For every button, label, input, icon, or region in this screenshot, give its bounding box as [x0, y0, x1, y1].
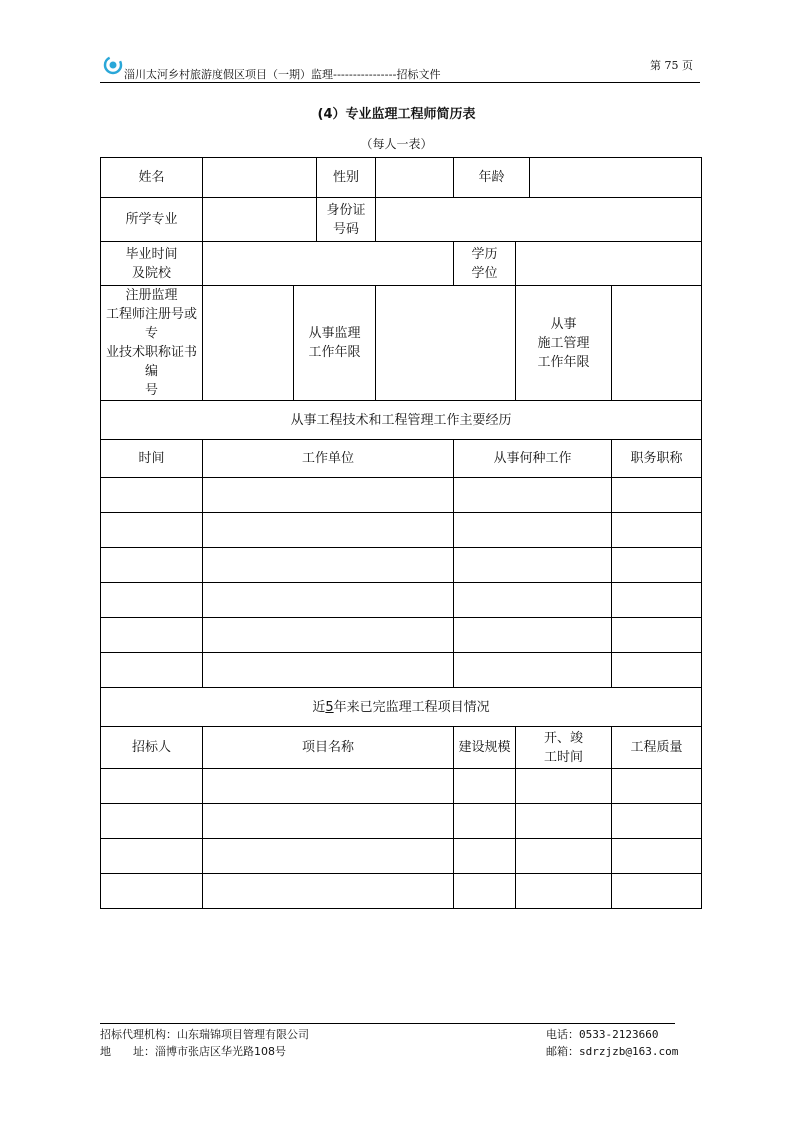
header-title: 淄川太河乡村旅游度假区项目（一期）监理----------------招标文件 — [124, 68, 441, 81]
proj-dates-header: 开、竣 工时间 — [516, 727, 612, 769]
footer-address-value: 淄博市张店区华光路108号 — [155, 1045, 286, 1058]
company-logo-icon — [102, 54, 124, 76]
education-value-cell[interactable] — [516, 242, 702, 286]
exp-work-type-cell[interactable] — [454, 653, 612, 688]
footer-phone — [546, 1026, 658, 1042]
project-row — [101, 769, 702, 804]
supervision-years-value-cell[interactable] — [376, 286, 516, 401]
proj-quality-cell[interactable] — [612, 839, 702, 874]
proj-name-cell[interactable] — [203, 769, 454, 804]
exp-work-type-cell[interactable] — [454, 548, 612, 583]
name-label: 姓名 — [101, 158, 203, 198]
project-row — [101, 839, 702, 874]
proj-scale-cell[interactable] — [454, 874, 516, 909]
footer-email — [546, 1043, 678, 1059]
proj-scale-cell[interactable] — [454, 769, 516, 804]
proj-name-header: 项目名称 — [203, 727, 454, 769]
exp-time-cell[interactable] — [101, 513, 203, 548]
experience-title-row — [101, 401, 702, 440]
footer-address-label: 地 址： — [100, 1045, 155, 1058]
exp-title-cell[interactable] — [612, 478, 702, 513]
exp-time-header: 时间 — [101, 440, 203, 478]
proj-client-cell[interactable] — [101, 874, 203, 909]
exp-time-cell[interactable] — [101, 653, 203, 688]
exp-time-cell[interactable] — [101, 478, 203, 513]
exp-employer-cell[interactable] — [203, 618, 454, 653]
footer-divider — [100, 1023, 675, 1024]
exp-employer-cell[interactable] — [203, 583, 454, 618]
footer-email-value: sdrzjzb@163.com — [579, 1045, 679, 1058]
exp-employer-header: 工作单位 — [203, 440, 454, 478]
projects-title-row — [101, 688, 702, 727]
projects-section-title: 近5年来已完监理工程项目情况 — [101, 688, 702, 727]
proj-dates-cell[interactable] — [516, 839, 612, 874]
resume-form-table — [100, 157, 702, 909]
experience-row — [101, 583, 702, 618]
proj-name-cell[interactable] — [203, 874, 454, 909]
proj-dates-cell[interactable] — [516, 769, 612, 804]
major-label: 所学专业 — [101, 198, 203, 242]
footer-agency-value: 山东瑞锦项目管理有限公司 — [177, 1028, 309, 1041]
project-row — [101, 874, 702, 909]
footer-agency — [100, 1026, 309, 1042]
proj-dates-cell[interactable] — [516, 804, 612, 839]
exp-work-type-cell[interactable] — [454, 583, 612, 618]
registration-number-label: 注册监理 工程师注册号或专 业技术职称证书编 号 — [101, 286, 203, 401]
proj-name-cell[interactable] — [203, 804, 454, 839]
experience-header-row — [101, 440, 702, 478]
proj-client-cell[interactable] — [101, 769, 203, 804]
graduation-value-cell[interactable] — [203, 242, 454, 286]
exp-time-cell[interactable] — [101, 583, 203, 618]
age-value-cell[interactable] — [530, 158, 702, 198]
page-number: 第 75 页 — [650, 59, 693, 72]
supervision-years-label: 从事监理 工作年限 — [294, 286, 376, 401]
name-value-cell[interactable] — [203, 158, 317, 198]
exp-title-cell[interactable] — [612, 513, 702, 548]
experience-row — [101, 548, 702, 583]
exp-title-cell[interactable] — [612, 583, 702, 618]
project-row — [101, 804, 702, 839]
experience-row — [101, 653, 702, 688]
gender-label: 性别 — [317, 158, 376, 198]
major-row — [101, 198, 702, 242]
footer-address — [100, 1043, 286, 1059]
proj-dates-cell[interactable] — [516, 874, 612, 909]
footer-agency-label: 招标代理机构： — [100, 1028, 177, 1041]
proj-client-header: 招标人 — [101, 727, 203, 769]
proj-quality-cell[interactable] — [612, 769, 702, 804]
footer-phone-value: 0533-2123660 — [579, 1028, 659, 1041]
construction-years-value-cell[interactable] — [612, 286, 702, 401]
proj-client-cell[interactable] — [101, 804, 203, 839]
header-divider — [100, 82, 700, 83]
proj-name-cell[interactable] — [203, 839, 454, 874]
exp-employer-cell[interactable] — [203, 653, 454, 688]
exp-title-cell[interactable] — [612, 653, 702, 688]
exp-employer-cell[interactable] — [203, 548, 454, 583]
experience-row — [101, 478, 702, 513]
experience-row — [101, 513, 702, 548]
exp-employer-cell[interactable] — [203, 478, 454, 513]
proj-scale-cell[interactable] — [454, 804, 516, 839]
proj-quality-header: 工程质量 — [612, 727, 702, 769]
construction-years-label: 从事 施工管理 工作年限 — [516, 286, 612, 401]
exp-time-cell[interactable] — [101, 548, 203, 583]
exp-title-cell[interactable] — [612, 548, 702, 583]
major-value-cell[interactable] — [203, 198, 317, 242]
document-subtitle: （每人一表） — [360, 137, 433, 151]
exp-title-cell[interactable] — [612, 618, 702, 653]
exp-work-type-cell[interactable] — [454, 618, 612, 653]
experience-row — [101, 618, 702, 653]
exp-time-cell[interactable] — [101, 618, 203, 653]
graduation-label: 毕业时间 及院校 — [101, 242, 203, 286]
exp-employer-cell[interactable] — [203, 513, 454, 548]
proj-scale-header: 建设规模 — [454, 727, 516, 769]
education-label: 学历 学位 — [454, 242, 516, 286]
registration-number-value-cell[interactable] — [203, 286, 294, 401]
footer-phone-label: 电话： — [546, 1028, 579, 1041]
exp-title-header: 职务职称 — [612, 440, 702, 478]
graduation-row — [101, 242, 702, 286]
experience-section-title: 从事工程技术和工程管理工作主要经历 — [101, 401, 702, 440]
proj-quality-cell[interactable] — [612, 804, 702, 839]
basic-info-row — [101, 158, 702, 198]
exp-work-type-header: 从事何种工作 — [454, 440, 612, 478]
age-label: 年龄 — [454, 158, 530, 198]
document-title: (4）专业监理工程师简历表 — [317, 107, 476, 122]
gender-value-cell[interactable] — [376, 158, 454, 198]
footer-email-label: 邮箱： — [546, 1045, 579, 1058]
proj-scale-cell[interactable] — [454, 839, 516, 874]
exp-work-type-cell[interactable] — [454, 513, 612, 548]
proj-quality-cell[interactable] — [612, 874, 702, 909]
registration-row — [101, 286, 702, 401]
exp-work-type-cell[interactable] — [454, 478, 612, 513]
projects-header-row — [101, 727, 702, 769]
id-number-label: 身份证 号码 — [317, 198, 376, 242]
id-number-value-cell[interactable] — [376, 198, 702, 242]
proj-client-cell[interactable] — [101, 839, 203, 874]
